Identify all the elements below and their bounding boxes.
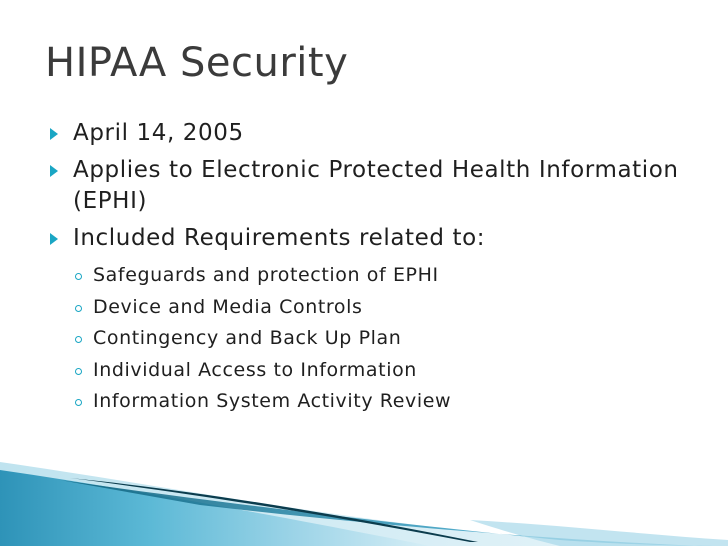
bullet-text: Included Requirements related to: (73, 225, 486, 251)
sub-bullet-text: Safeguards and protection of EPHI (93, 264, 439, 286)
sub-bullet-text: Contingency and Back Up Plan (93, 327, 402, 349)
sub-bullet-text: Device and Media Controls (93, 295, 363, 318)
sub-bullet-text: Individual Access to Information (93, 358, 417, 381)
bullet-text: Applies to Electronic Protected Health Information (EPHI) (73, 157, 679, 214)
sub-bullet-text: Information System Activity Review (93, 390, 452, 412)
bullet-text: April 14, 2005 (73, 120, 244, 146)
slide-title: HIPAA Security (45, 40, 349, 86)
